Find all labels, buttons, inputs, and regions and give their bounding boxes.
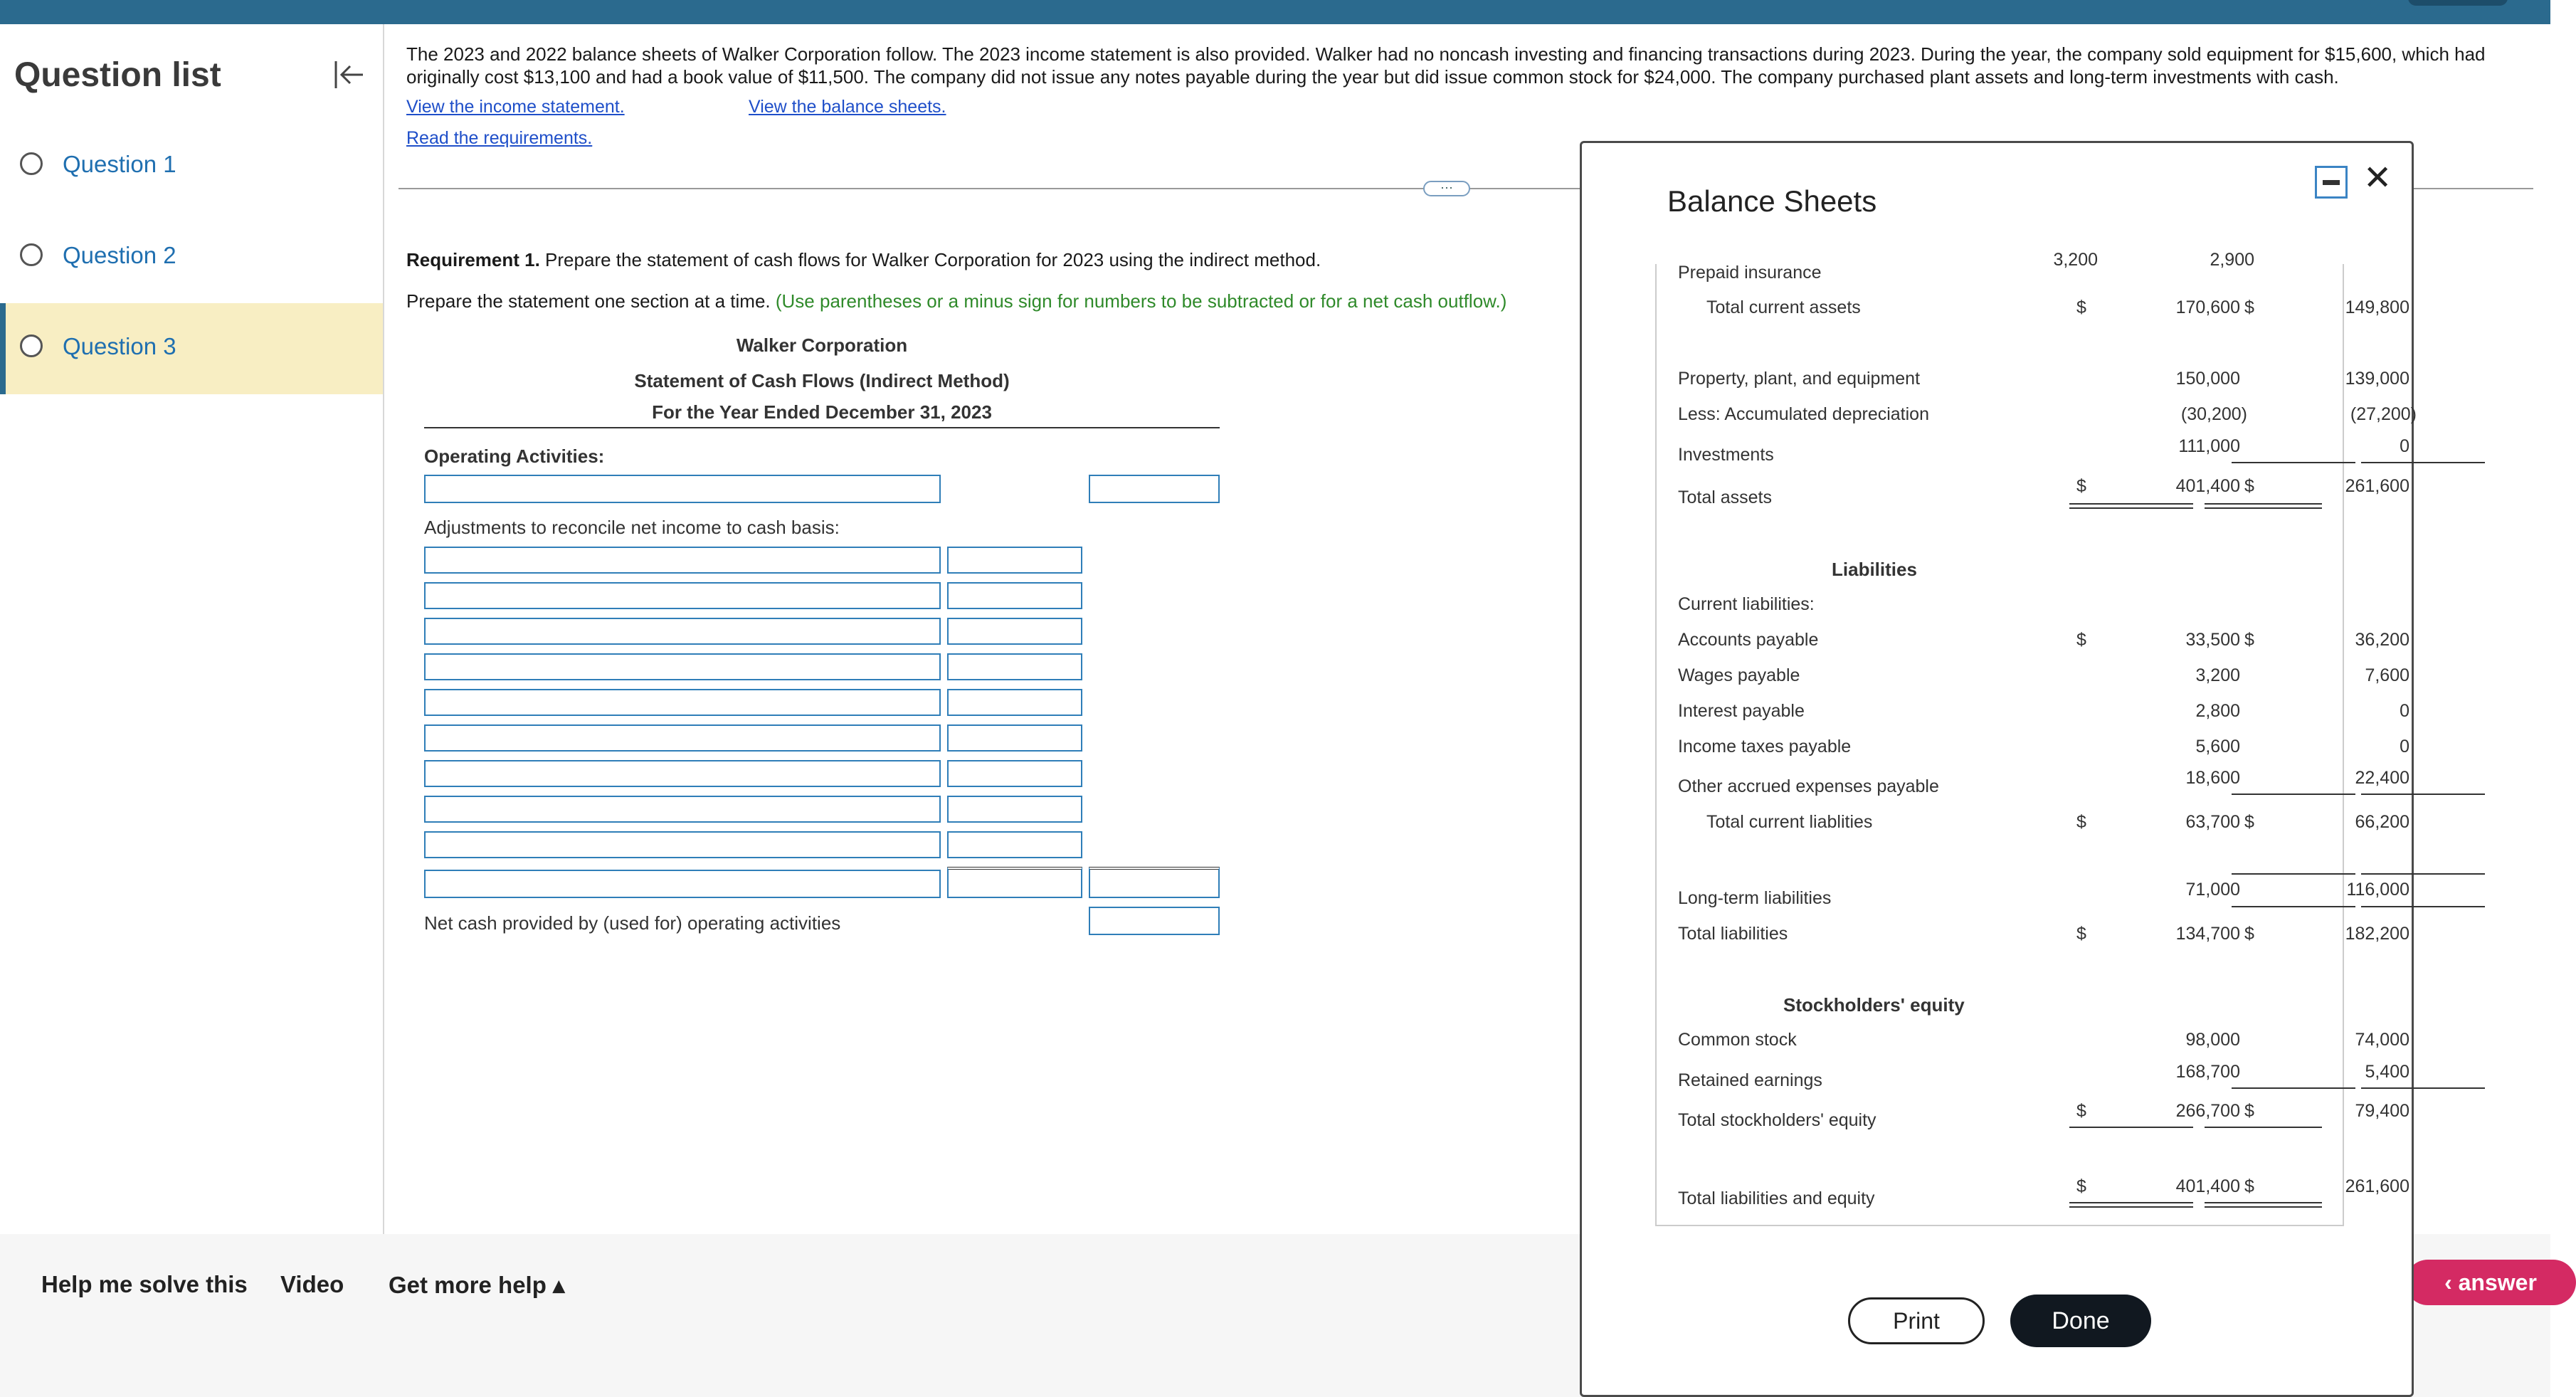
net-cash-operating-label: Net cash provided by (used for) operating activities — [424, 912, 841, 934]
sidebar-item-question-2[interactable] — [0, 212, 383, 303]
net-income-amount-input[interactable] — [1089, 475, 1220, 503]
adjustment-label-input[interactable] — [424, 760, 941, 787]
cell-2023: 150,000 — [2175, 369, 2240, 389]
underline — [2232, 906, 2355, 907]
dollar-sign: $ — [2244, 630, 2254, 650]
row-label: Investments — [1678, 445, 1774, 465]
adjustment-amount-input[interactable] — [947, 547, 1082, 574]
cell-2022: 0 — [2400, 436, 2409, 456]
statement-company: Walker Corporation — [736, 334, 908, 356]
collapse-sidebar-icon[interactable] — [332, 57, 367, 93]
row-label: Total assets — [1678, 487, 1773, 507]
row-label: Current liabilities: — [1678, 594, 1815, 614]
income-statement-link[interactable]: View the income statement. — [406, 97, 625, 117]
statement-title: Statement of Cash Flows (Indirect Method) — [634, 370, 1010, 391]
row-label: Property, plant, and equipment — [1678, 369, 1921, 389]
cell-2023: 168,700 — [2175, 1062, 2240, 1082]
underline — [2069, 1206, 2193, 1208]
row-label: Other accrued expenses payable — [1678, 776, 1939, 796]
adjustment-amount-input[interactable] — [947, 724, 1082, 752]
cell-2022: 74,000 — [2355, 1030, 2409, 1050]
underline — [2069, 503, 2193, 505]
underline — [2232, 1087, 2355, 1089]
dollar-sign: $ — [2076, 476, 2086, 496]
video-button[interactable]: Video — [280, 1271, 344, 1297]
cell-2022: 0 — [2400, 737, 2409, 757]
cell-2022: 79,400 — [2355, 1101, 2409, 1121]
cell-2023: 5,600 — [2195, 737, 2240, 757]
underline — [2232, 462, 2355, 463]
balance-sheets-dialog — [1580, 141, 2417, 1397]
liabilities-heading: Liabilities — [1832, 559, 1917, 580]
cell-2022: 261,600 — [2345, 1176, 2409, 1196]
dollar-sign: $ — [2244, 1101, 2254, 1121]
requirement-body: Prepare the statement of cash flows for Walker Corporation for 2023 using the indirect method. — [539, 249, 1321, 270]
problem-intro-line-1: The 2023 and 2022 balance sheets of Walker Corporation follow. The 2023 income statement is also provided. Walker had no noncash investing and financing transactions during 2023. During the year, the company sold equipment for $15,600, which had — [406, 43, 2486, 65]
cell-2023: 3,200 — [2053, 250, 2098, 270]
adjustment-label-input[interactable] — [424, 689, 941, 716]
cell-2022: 139,000 — [2345, 369, 2409, 389]
dollar-sign: $ — [2244, 812, 2254, 832]
adjustment-amount-input[interactable] — [947, 689, 1082, 716]
balance-sheets-link[interactable]: View the balance sheets. — [749, 97, 946, 117]
cell-2022: 149,800 — [2345, 297, 2409, 317]
instructions-hint: (Use parentheses or a minus sign for numbers to be subtracted or for a net cash outflow.) — [775, 290, 1507, 312]
underline — [2361, 462, 2485, 463]
row-label: Accounts payable — [1678, 630, 1819, 650]
cell-2022: 36,200 — [2355, 630, 2409, 650]
question-list-title: Question list — [14, 56, 221, 94]
question-label: Question 3 — [63, 333, 176, 359]
dollar-sign: $ — [2076, 924, 2086, 944]
statement-period: For the Year Ended December 31, 2023 — [652, 401, 992, 423]
cell-2022: 22,400 — [2355, 768, 2409, 788]
cell-2022: (27,200) — [2350, 404, 2417, 424]
dollar-sign: $ — [2244, 1176, 2254, 1196]
row-label: Long-term liabilities — [1678, 888, 1832, 908]
underline — [2205, 1206, 2322, 1208]
underline — [2205, 503, 2322, 505]
row-label: Total stockholders' equity — [1678, 1110, 1876, 1130]
underline — [2069, 507, 2193, 509]
cell-2023: 170,600 — [2175, 297, 2240, 317]
adjustment-label-input[interactable] — [424, 724, 941, 752]
balance-sheet-table — [1655, 250, 2417, 1226]
cell-2023: 71,000 — [2185, 880, 2240, 900]
cell-2023: 63,700 — [2185, 812, 2240, 832]
cell-2023: 33,500 — [2185, 630, 2240, 650]
adjustment-label-input[interactable] — [424, 831, 941, 858]
underline — [2361, 873, 2485, 875]
minimize-icon[interactable] — [2315, 166, 2348, 199]
equity-heading: Stockholders' equity — [1783, 994, 1965, 1016]
sidebar-item-question-1[interactable] — [0, 121, 383, 212]
adjustment-amount-input[interactable] — [947, 831, 1082, 858]
help-me-solve-button[interactable]: Help me solve this — [41, 1271, 248, 1297]
cell-2023: 111,000 — [2178, 436, 2240, 456]
adjustment-amount-input[interactable] — [947, 618, 1082, 645]
cell-2023: 401,400 — [2175, 476, 2240, 496]
row-label: Retained earnings — [1678, 1070, 1822, 1090]
cell-2023: 98,000 — [2185, 1030, 2240, 1050]
row-label: Total liabilities — [1678, 924, 1788, 944]
underline — [2361, 1087, 2485, 1089]
statement-header-rule — [424, 427, 1220, 428]
underline — [2361, 794, 2485, 795]
adjustment-amount-input[interactable] — [947, 653, 1082, 680]
dollar-sign: $ — [2076, 1101, 2086, 1121]
dollar-sign: $ — [2244, 924, 2254, 944]
radio-icon — [20, 334, 43, 357]
cell-2023: 134,700 — [2175, 924, 2240, 944]
row-label: Prepaid insurance — [1678, 263, 1822, 283]
dollar-sign: $ — [2076, 297, 2086, 317]
row-label: Common stock — [1678, 1030, 1797, 1050]
cell-2022: 2,900 — [2210, 250, 2254, 270]
dollar-sign: $ — [2076, 812, 2086, 832]
instructions-text — [406, 290, 1506, 312]
problem-intro-line-2: originally cost $13,100 and had a book value of $11,500. The company did not issue any notes payable during the year but did issue common stock for $24,000. The company purchased plant assets and long-term investments with cash. — [406, 66, 2339, 88]
question-label: Question 1 — [63, 151, 176, 177]
row-label: Total liabilities and equity — [1678, 1188, 1875, 1208]
check-answer-button[interactable]: ‹ answer — [2405, 1260, 2576, 1305]
requirement-label: Requirement 1. — [406, 249, 540, 270]
net-cash-operating-input[interactable] — [1089, 907, 1220, 935]
instructions-body: Prepare the statement one section at a time. — [406, 290, 776, 312]
requirements-link[interactable]: Read the requirements. — [406, 128, 593, 148]
adjustment-last-amount-input[interactable] — [947, 867, 1082, 898]
adjustment-total-label-input[interactable] — [424, 870, 941, 898]
question-label: Question 2 — [63, 242, 176, 268]
operating-activities-label: Operating Activities: — [424, 446, 605, 467]
adjustment-amount-input[interactable] — [947, 796, 1082, 823]
row-label: Interest payable — [1678, 701, 1805, 721]
dollar-sign: $ — [2244, 297, 2254, 317]
requirement-text — [406, 249, 1321, 271]
row-label: Total current liablities — [1706, 812, 1873, 832]
adjustment-label-input[interactable] — [424, 653, 941, 680]
dialog-title: Balance Sheets — [1667, 184, 1877, 218]
dollar-sign: $ — [2244, 476, 2254, 496]
underline — [2069, 1127, 2193, 1128]
print-button[interactable]: Print — [1848, 1297, 1985, 1344]
top-bar — [0, 0, 2550, 24]
underline — [2232, 873, 2355, 875]
radio-icon — [20, 243, 43, 266]
cell-2023: (30,200) — [2180, 404, 2247, 424]
cell-2023: 18,600 — [2185, 768, 2240, 788]
dollar-sign: $ — [2076, 630, 2086, 650]
adjustment-label-input[interactable] — [424, 582, 941, 609]
row-label: Income taxes payable — [1678, 737, 1852, 757]
cell-2023: 2,800 — [2195, 701, 2240, 721]
radio-icon — [20, 152, 43, 175]
cell-2022: 116,000 — [2346, 880, 2409, 900]
sidebar-item-question-3[interactable] — [0, 303, 383, 394]
done-button[interactable]: Done — [2010, 1295, 2151, 1347]
cell-2022: 182,200 — [2345, 924, 2409, 944]
get-more-help-button[interactable]: Get more help ▴ — [389, 1272, 565, 1298]
adjustment-label-input[interactable] — [424, 547, 941, 574]
cell-2022: 66,200 — [2355, 812, 2409, 832]
cell-2023: 266,700 — [2175, 1101, 2240, 1121]
row-label: Total current assets — [1706, 297, 1861, 317]
adjustment-label-input[interactable] — [424, 618, 941, 645]
row-label: Wages payable — [1678, 665, 1800, 685]
underline — [2205, 1202, 2322, 1203]
net-income-label-input[interactable] — [424, 475, 941, 503]
cell-2023: 401,400 — [2175, 1176, 2240, 1196]
cell-2022: 0 — [2400, 701, 2409, 721]
resize-handle[interactable]: ··· — [1423, 181, 1470, 196]
dollar-sign: $ — [2076, 1176, 2086, 1196]
adjustment-amount-input[interactable] — [947, 760, 1082, 787]
adjustments-total-input[interactable] — [1089, 867, 1220, 898]
top-bar-button[interactable] — [2408, 0, 2508, 6]
underline — [2205, 1127, 2322, 1128]
underline — [2361, 906, 2485, 907]
adjustment-label-input[interactable] — [424, 796, 941, 823]
cell-2023: 3,200 — [2195, 665, 2240, 685]
adjustments-label: Adjustments to reconcile net income to cash basis: — [424, 517, 840, 538]
cell-2022: 5,400 — [2365, 1062, 2409, 1082]
close-icon[interactable]: ✕ — [2363, 159, 2392, 197]
adjustment-amount-input[interactable] — [947, 582, 1082, 609]
cell-2022: 261,600 — [2345, 476, 2409, 496]
row-label: Less: Accumulated depreciation — [1678, 404, 1929, 424]
cell-2022: 7,600 — [2365, 665, 2409, 685]
underline — [2232, 794, 2355, 795]
underline — [2205, 507, 2322, 509]
underline — [2069, 1202, 2193, 1203]
